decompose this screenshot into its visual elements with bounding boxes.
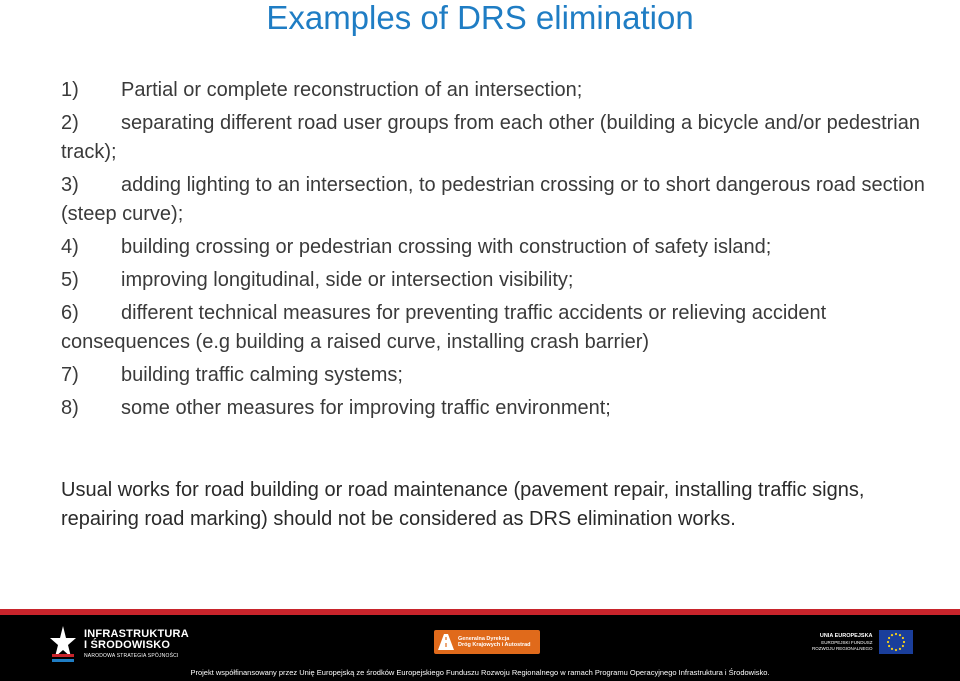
logo-right-line2: EUROPEJSKI FUNDUSZ	[821, 639, 873, 645]
item-text: separating different road user groups from each other (building a bicycle and/or pedestrian track);	[61, 112, 920, 163]
gddkia-logo	[434, 630, 540, 654]
logo-left-line1: INFRASTRUKTURA	[84, 627, 189, 640]
note-paragraph	[61, 476, 911, 534]
logo-right-line1: UNIA EUROPEJSKA	[819, 632, 873, 639]
logo-left-line2: I ŚRODOWISKO	[84, 638, 171, 651]
item-number: 2)	[61, 112, 79, 134]
logo-right-text	[812, 633, 873, 652]
item-number: 3)	[61, 174, 79, 196]
logo-mid-text	[458, 636, 531, 649]
nss-star-icon	[50, 624, 76, 664]
item-text: Partial or complete reconstruction of an intersection;	[121, 79, 583, 101]
measures-list	[61, 76, 931, 427]
item-text: some other measures for improving traffic environment;	[121, 397, 611, 419]
eu-flag-icon	[879, 630, 913, 654]
item-text: building traffic calming systems;	[121, 364, 403, 386]
list-item	[61, 394, 931, 423]
logo-right-line3: ROZWOJU REGIONALNEGO	[812, 645, 873, 651]
logo-left-line3: NARODOWA STRATEGIA SPÓJNOŚCI	[84, 652, 179, 659]
list-item	[61, 171, 931, 229]
item-number: 7)	[61, 364, 79, 386]
item-text: building crossing or pedestrian crossing with construction of safety island;	[121, 236, 772, 258]
logo-mid-line1: Generalna Dyrekcja	[458, 635, 510, 642]
item-number: 1)	[61, 79, 79, 101]
note-text: Usual works for road building or road maintenance (pavement repair, installing traffic signs, repairing road marking) should not be considered as DRS elimination works.	[61, 479, 865, 530]
item-text: improving longitudinal, side or intersection visibility;	[121, 269, 574, 291]
item-number: 4)	[61, 236, 79, 258]
logo-left-text	[84, 629, 189, 660]
logo-mid-line2: Dróg Krajowych i Autostrad	[458, 642, 531, 648]
item-number: 6)	[61, 302, 79, 324]
list-item	[61, 233, 931, 262]
list-item	[61, 361, 931, 390]
eu-logo	[812, 630, 913, 654]
item-text: different technical measures for preventing traffic accidents or relieving accident consequences (e.g building a raised curve, installing crash barrier)	[61, 302, 827, 353]
footer-bar	[0, 615, 960, 681]
infrastruktura-logo	[50, 624, 189, 664]
item-number: 8)	[61, 397, 79, 419]
road-icon	[438, 634, 454, 650]
slide-title: Examples of DRS elimination	[266, 0, 694, 36]
list-item	[61, 76, 931, 105]
list-item	[61, 266, 931, 295]
item-number: 5)	[61, 269, 79, 291]
item-text: adding lighting to an intersection, to pedestrian crossing or to short dangerous road section (steep curve);	[61, 174, 925, 225]
list-item	[61, 299, 931, 357]
list-item	[61, 109, 931, 167]
footer-caption: Projekt współfinansowany przez Unię Europejską ze środków Europejskiego Funduszu Rozwoju Regionalnego w ramach Programu Operacyjnego Infrastruktura i Środowisko.	[190, 668, 770, 677]
